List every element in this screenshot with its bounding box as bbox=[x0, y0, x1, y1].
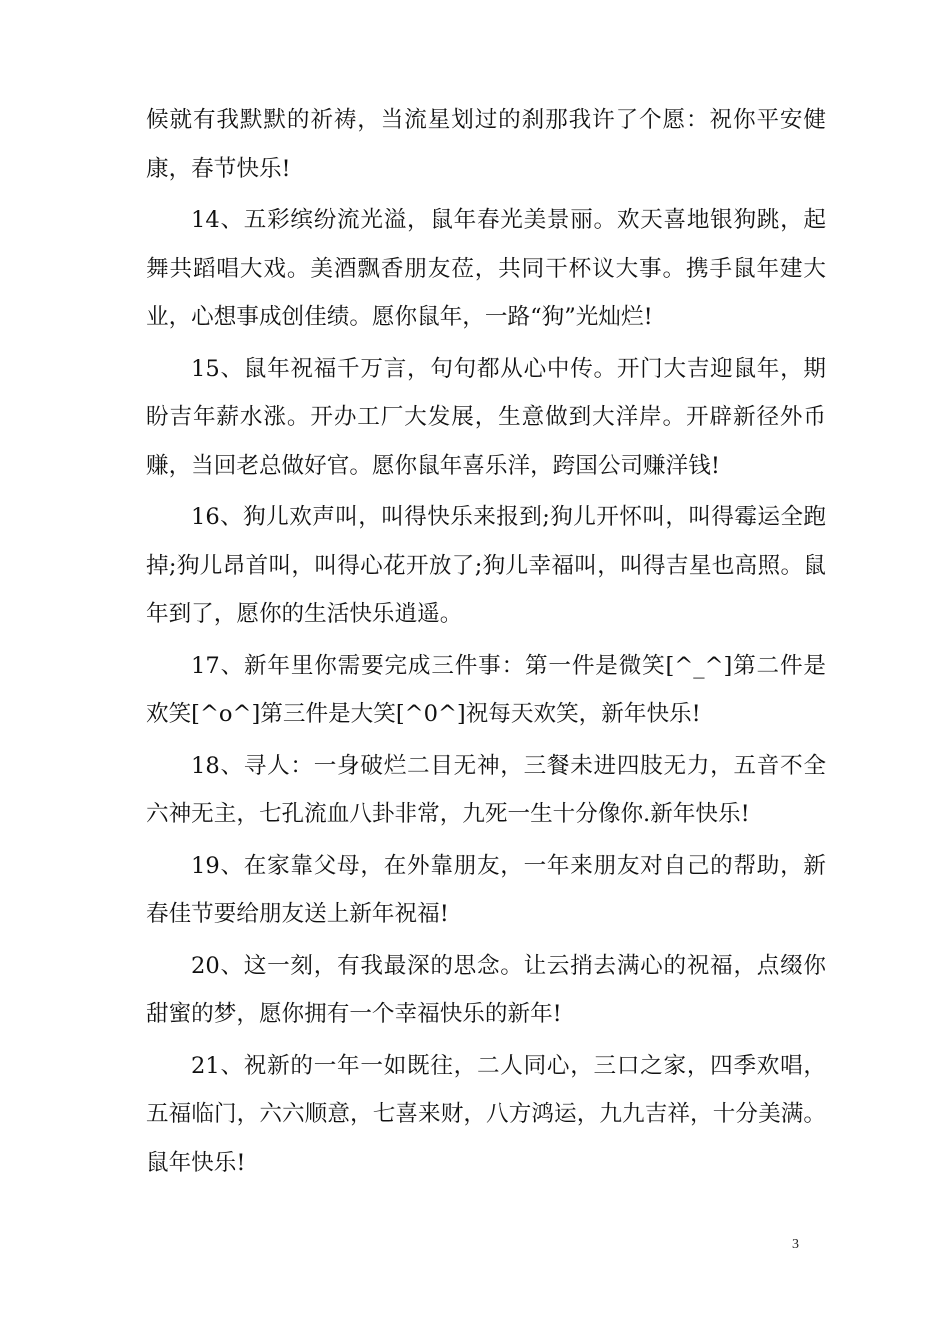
page-number: 3 bbox=[792, 1237, 799, 1252]
paragraph-item-21: 21、祝新的一年一如既往，二人同心，三口之家，四季欢唱，五福临门，六六顺意，七喜来财，八方鸿运，九九吉祥，十分美满。鼠年快乐! bbox=[146, 1052, 826, 1176]
paragraph-item-14: 14、五彩缤纷流光溢，鼠年春光美景丽。欢天喜地银狗跳，起舞共蹈唱大戏。美酒飘香朋友莅，共同干杯议大事。携手鼠年建大业，心想事成创佳绩。愿你鼠年，一路“狗”光灿烂! bbox=[146, 207, 826, 330]
paragraph-item-16: 16、狗儿欢声叫，叫得快乐来报到;狗儿开怀叫，叫得霉运全跑掉;狗儿昂首叫，叫得心花开放了;狗儿幸福叫，叫得吉星也高照。鼠年到了，愿你的生活快乐逍遥。 bbox=[146, 504, 826, 627]
paragraph-item-18: 18、寻人：一身破烂二目无神，三餐未进四肢无力，五音不全六神无主，七孔流血八卦非常，九死一生十分像你.新年快乐! bbox=[146, 752, 826, 827]
document-body bbox=[146, 96, 826, 1190]
paragraph-continuation: 候就有我默默的祈祷，当流星划过的刹那我许了个愿：祝你平安健康，春节快乐! bbox=[146, 107, 826, 182]
paragraph-item-17: 17、新年里你需要完成三件事：第一件是微笑[^_^]第二件是欢笑[^o^]第三件是大笑[^0^]祝每天欢笑，新年快乐! bbox=[146, 652, 826, 727]
paragraph-item-15: 15、鼠年祝福千万言，句句都从心中传。开门大吉迎鼠年，期盼吉年薪水涨。开办工厂大发展，生意做到大洋岸。开辟新径外币赚，当回老总做好官。愿你鼠年喜乐洋，跨国公司赚洋钱! bbox=[146, 355, 826, 479]
paragraph-item-20: 20、这一刻，有我最深的思念。让云捎去满心的祝福，点缀你甜蜜的梦，愿你拥有一个幸福快乐的新年! bbox=[146, 952, 826, 1027]
paragraph-item-19: 19、在家靠父母，在外靠朋友，一年来朋友对自己的帮助，新春佳节要给朋友送上新年祝福! bbox=[146, 852, 826, 927]
